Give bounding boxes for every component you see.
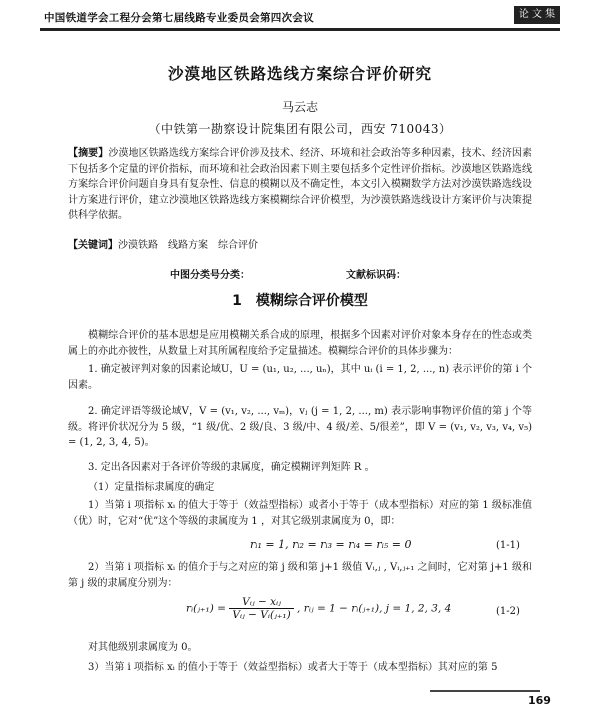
paragraph-case-2: 2）当第 i 项指标 xᵢ 的值介于与之对应的第 j 级和第 j+1 级值 Vᵢ,ⱼ , Vᵢ,ⱼ₊₁ 之间时，它对第 j+1 级和第 j 级的隶属度分别为： [68, 562, 532, 589]
paragraph-subheading: （1）定量指标隶属度的确定 [88, 482, 215, 493]
keywords [68, 238, 532, 254]
header-badge: 论 文 集 [514, 6, 560, 24]
equation-1-2-left: rᵢ(ⱼ₊₁) = [186, 602, 226, 615]
equation-1-2-fraction [229, 596, 293, 621]
section-heading: 1 模糊综合评价模型 [232, 293, 368, 309]
paragraph-case-3: 3）当第 i 项指标 xᵢ 的值小于等于（效益型指标）或者大于等于（成本型指标）其对应的第 5 [88, 662, 498, 673]
running-header [40, 6, 560, 31]
classification-label: 中图分类号分类： [170, 270, 250, 281]
abstract-text: 沙漠地区铁路选线方案综合评价涉及技术、经济、环境和社会政治等多种因素，技术、经济因素下包括多个定量的评价指标，而环境和社会政治因素下则主要包括多个定性评价指标。沙漠地区铁路选线方案综合评价问题自身具有复杂性、信息的模糊以及不确定性，本文引入模糊数学方法对沙漠铁路选线设计方案进行评价，建立沙漠地区铁路选线方案模糊综合评价模型，为沙漠铁路选线设计方案评价与决策提供科学依据。 [68, 148, 533, 222]
equation-1-2-denominator: Vᵢⱼ − Vᵢ(ⱼ₊₁) [232, 609, 291, 621]
author: 马云志 [281, 100, 318, 114]
affiliation: （中铁第一勘察设计院集团有限公司，西安 710043） [148, 122, 452, 136]
paragraph-case-1: 1）当第 i 项指标 xᵢ 的值大于等于（效益型指标）或者小于等于（成本型指标）对应的第 1 级标准值（优）时，它对“优”这个等级的隶属度为 1 ，对其它级别隶属度为 0，即： [68, 500, 532, 527]
paragraph-step-3: 3. 定出各因素对于各评价等级的隶属度，确定模糊评判矩阵 R 。 [88, 462, 375, 473]
keywords-label: 【关键词】 [68, 240, 118, 251]
paragraph-step-1: 1. 确定被评判对象的因素论域U，U = (u₁, u₂, ..., uₙ)，其中 uᵢ (i = 1, 2, ..., n) 表示评价的第 i 个因素。 [68, 364, 532, 391]
abstract [68, 146, 532, 224]
page-number: 169 [528, 694, 551, 707]
doc-code-label: 文献标识码： [346, 270, 406, 281]
paragraph-other-levels: 对其他级别隶属度为 0。 [88, 642, 198, 653]
abstract-label: 【摘要】 [68, 148, 109, 159]
paragraph-intro: 模糊综合评价的基本思想是应用模糊关系合成的原理，根据多个因素对评价对象本身存在的性态或类属上的亦此亦彼性，从数量上对其所属程度给予定量描述。模糊综合评价的具体步骤为： [68, 330, 532, 357]
keywords-text: 沙漠铁路 线路方案 综合评价 [118, 240, 258, 251]
header-text: 中国铁道学会工程分会第七届线路专业委员会第四次会议 [44, 12, 314, 24]
footer-rule [430, 690, 540, 692]
paper-title: 沙漠地区铁路选线方案综合评价研究 [167, 65, 432, 83]
equation-1-1-number: (1-1) [496, 540, 520, 551]
equation-1-2-numerator: Vᵢⱼ − xᵢⱼ [229, 596, 293, 609]
paragraph-step-2: 2. 确定评语等级论域V，V = (v₁, v₂, ..., vₘ)，vⱼ (j = 1, 2, ..., m) 表示影响事物评价值的第 j 个等级。将评价状况分为 5 级，“1 级/优、2 级/良、3 级/中、4 级/差、5/很差”，即 V = (v₁, v₂, v₃, v₄, v₅) = (1, 2, 3, 4, 5)。 [68, 406, 532, 449]
equation-1-2-right: , rᵢⱼ = 1 − rᵢ(ⱼ₊₁), j = 1, 2, 3, 4 [297, 602, 452, 615]
equation-1-2-number: (1-2) [496, 606, 520, 617]
equation-1-1: rᵢ₁ = 1, rᵢ₂ = rᵢ₃ = rᵢ₄ = rᵢ₅ = 0 [250, 538, 412, 551]
equation-1-2 [186, 596, 451, 621]
